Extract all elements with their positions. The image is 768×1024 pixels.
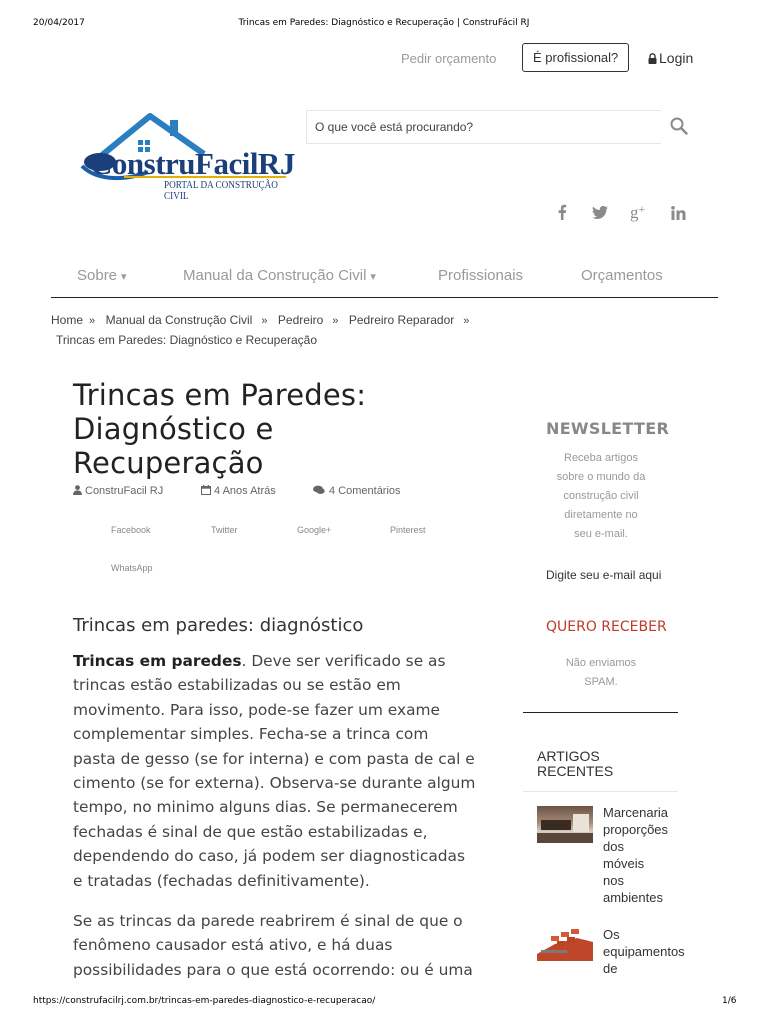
newsletter-description — [536, 449, 666, 544]
text-line: Receba artigos — [564, 452, 638, 464]
share-whatsapp[interactable]: WhatsApp — [111, 563, 153, 573]
nav-label: Manual da Construção Civil — [183, 267, 367, 284]
double-chevron-icon: » — [332, 315, 339, 327]
chevron-down-icon: ▾ — [121, 271, 127, 283]
text-line: . Deve ser verificado se as — [241, 652, 446, 670]
breadcrumb-pedreiro-reparador[interactable]: Pedreiro Reparador — [348, 313, 455, 327]
article-title — [73, 378, 366, 480]
lock-icon — [648, 53, 657, 64]
nav-item-manual[interactable] — [183, 267, 376, 284]
newsletter-email-input[interactable]: Digite seu e-mail aqui — [546, 568, 662, 582]
double-chevron-icon: » — [261, 315, 268, 327]
nav-item-sobre[interactable] — [77, 267, 127, 284]
chevron-down-icon: ▾ — [370, 271, 376, 283]
twitter-icon[interactable] — [592, 206, 608, 224]
share-facebook[interactable]: Facebook — [111, 525, 151, 535]
nav-item-profissionais[interactable]: Profissionais — [438, 267, 524, 284]
double-chevron-icon: » — [89, 315, 96, 327]
article-paragraph-1 — [73, 649, 493, 893]
sidebar-divider — [523, 712, 678, 713]
title-line: Diagnóstico e — [73, 412, 274, 446]
no-spam-note — [546, 654, 656, 692]
text-line: e tratadas (fechadas definitivamente). — [73, 871, 370, 890]
text-line: tempo, no minimo alguns dias. Se permanecerem — [73, 798, 458, 817]
article-comments[interactable] — [313, 485, 401, 497]
article-date — [201, 485, 276, 497]
professional-button[interactable]: É profissional? — [522, 43, 629, 72]
text-line: trincas estão estabilizadas ou se estão em — [73, 676, 401, 695]
facebook-icon[interactable] — [556, 204, 568, 225]
nav-item-orcamentos[interactable]: Orçamentos — [581, 267, 663, 284]
breadcrumb-current: Trincas em Paredes: Diagnóstico e Recuperação — [56, 333, 318, 347]
newsletter-title: NEWSLETTER — [546, 419, 670, 438]
text-line: seu e-mail. — [574, 528, 628, 540]
print-page-number: 1/6 — [722, 996, 737, 1006]
calendar-icon — [201, 485, 211, 495]
text-line: pasta de gesso (se for interna) e com pasta de cal e — [73, 749, 475, 768]
text-line: SPAM. — [584, 676, 618, 688]
bold-lead: Trincas em paredes — [73, 652, 242, 670]
newsletter-submit-button[interactable]: QUERO RECEBER — [546, 619, 667, 635]
recent-articles-title — [537, 749, 613, 779]
nav-label: Sobre — [77, 267, 118, 284]
text-line: fenômeno causador está ativo, e há duas — [73, 936, 393, 955]
request-quote-link[interactable]: Pedir orçamento — [401, 51, 497, 66]
text-line: equipamentos — [603, 944, 685, 959]
login-link[interactable] — [648, 50, 693, 66]
text-line: dependendo do caso, já podem ser diagnosticadas — [73, 847, 465, 866]
text-line: cimento (se for externa). Observa-se durante algum — [73, 774, 476, 793]
article-paragraph-2 — [73, 909, 493, 982]
logo-tagline: PORTAL DA CONSTRUÇÃO CIVIL — [164, 180, 278, 202]
search-icon[interactable] — [670, 117, 688, 140]
search-input[interactable]: O que você está procurando? — [306, 110, 661, 144]
linkedin-icon[interactable] — [671, 206, 686, 225]
recent-article-title[interactable] — [603, 926, 685, 977]
print-title: Trincas em Paredes: Diagnóstico e Recuperação | ConstruFácil RJ — [238, 18, 530, 28]
recent-article-thumbnail[interactable] — [537, 924, 593, 961]
text-line: nos — [603, 873, 624, 888]
text-line: dos — [603, 839, 624, 854]
share-pinterest[interactable]: Pinterest — [390, 525, 426, 535]
text-line: complementar simples. Fecha-se a trinca com — [73, 725, 429, 744]
user-icon — [73, 485, 82, 495]
text-line: movimento. Para isso, pode-se fazer um exame — [73, 700, 440, 719]
text-line: Se as trincas da parede reabrirem é sinal de que o — [73, 912, 463, 930]
site-logo[interactable] — [78, 110, 293, 200]
text-line: diretamente no — [564, 509, 638, 521]
author-name: ConstruFacil RJ — [85, 485, 164, 497]
article-author[interactable] — [73, 485, 163, 497]
print-date: 20/04/2017 — [33, 18, 85, 28]
title-line: Recuperação — [73, 446, 264, 480]
recent-divider — [523, 791, 678, 792]
text-line: ARTIGOS — [537, 748, 600, 764]
text-line: RECENTES — [537, 763, 614, 779]
text-line: construção civil — [563, 490, 639, 502]
share-twitter[interactable]: Twitter — [211, 525, 238, 535]
text-line: de — [603, 961, 618, 976]
text-line: móveis — [603, 856, 645, 871]
breadcrumb-manual[interactable]: Manual da Construção Civil — [105, 313, 253, 327]
comments-text: 4 Comentários — [329, 485, 401, 497]
nav-divider — [51, 297, 718, 298]
share-google-plus[interactable]: Google+ — [297, 525, 332, 535]
text-line: fechadas é sinal de que estão estabilizadas e, — [73, 822, 428, 841]
print-url: https://construfacilrj.com.br/trincas-em-paredes-diagnostico-e-recuperacao/ — [33, 996, 376, 1006]
text-line: Não enviamos — [565, 657, 637, 669]
breadcrumb-pedreiro[interactable]: Pedreiro — [277, 313, 324, 327]
text-line: ambientes — [603, 890, 663, 905]
breadcrumb-home[interactable]: Home — [51, 313, 84, 327]
date-text: 4 Anos Atrás — [214, 485, 276, 497]
text-line: Os — [603, 927, 620, 942]
recent-article-title[interactable] — [603, 804, 669, 906]
recent-article-thumbnail[interactable] — [537, 806, 593, 843]
google-plus-icon[interactable]: g+ — [630, 202, 646, 222]
comments-icon — [313, 485, 325, 495]
text-line: possibilidades para o que está ocorrendo: ou é uma — [73, 960, 473, 979]
text-line: proporções — [603, 822, 669, 837]
section-heading: Trincas em paredes: diagnóstico — [73, 615, 364, 636]
logo-text: ConstruFacilRJ — [90, 146, 295, 181]
title-line: Trincas em Paredes: — [73, 378, 367, 412]
breadcrumb — [51, 311, 475, 329]
login-label: Login — [659, 50, 694, 66]
text-line: Marcenaria — [603, 805, 669, 820]
text-line: sobre o mundo da — [556, 471, 646, 483]
double-chevron-icon: » — [463, 315, 470, 327]
